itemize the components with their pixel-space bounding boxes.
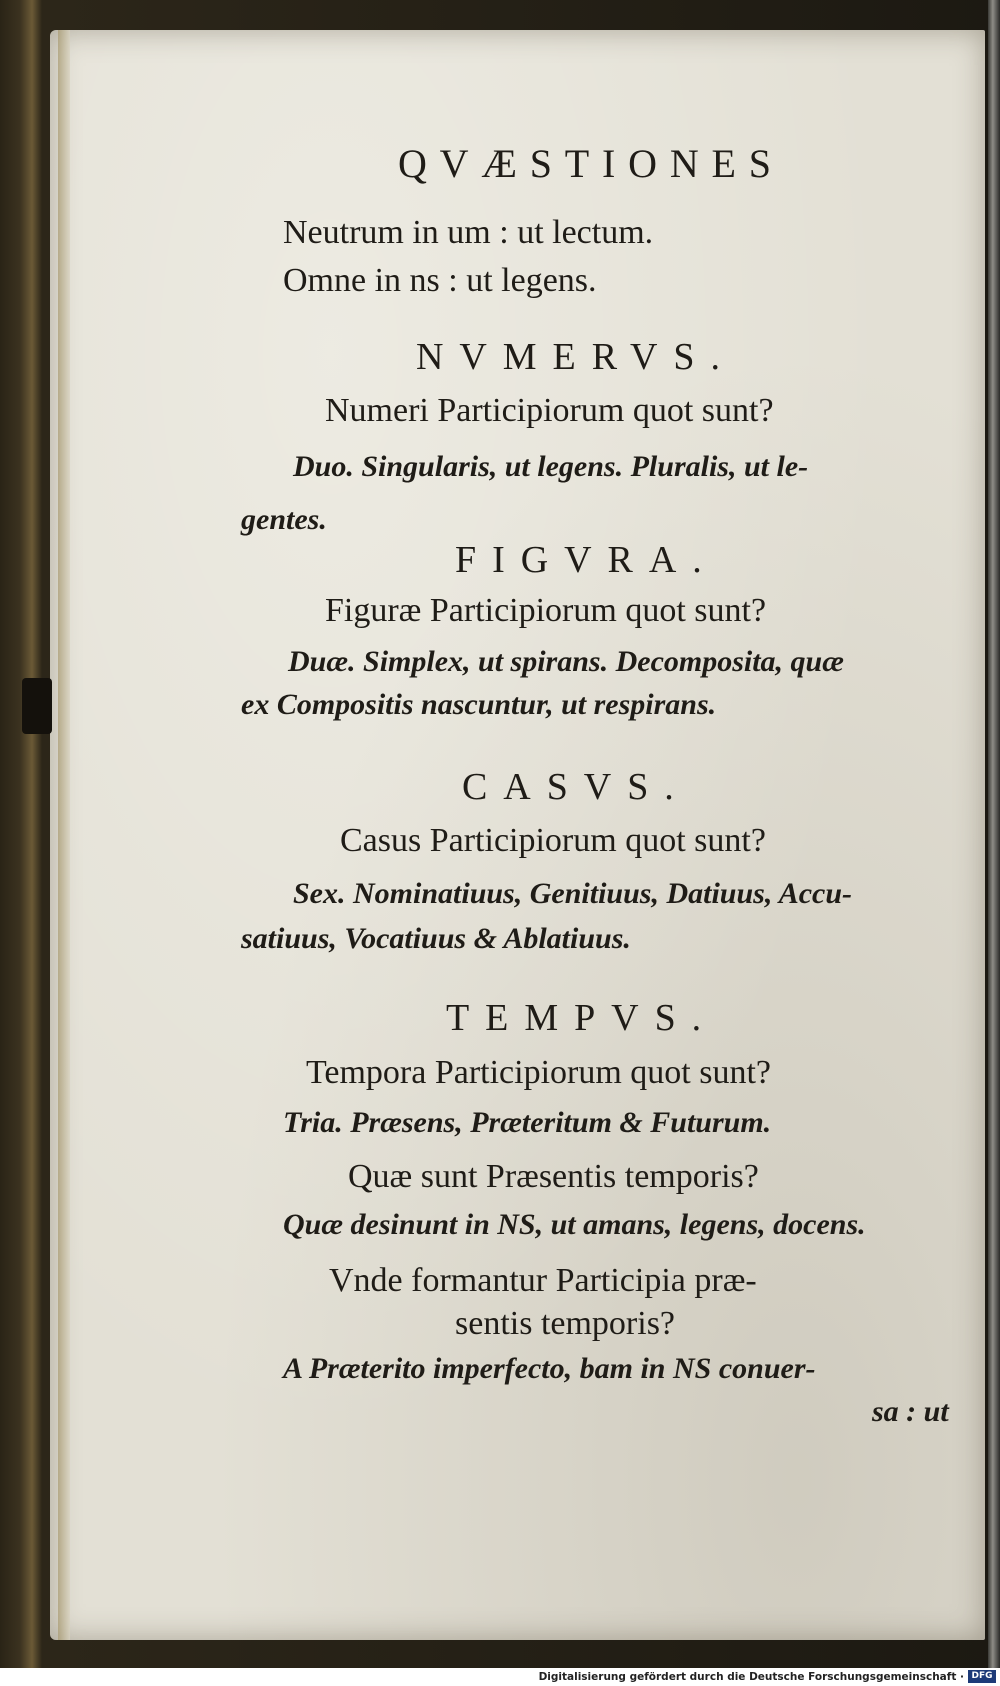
dfg-logo: DFG xyxy=(968,1670,996,1683)
answer-casus-line-1: Sex. Nominatiuus, Genitiuus, Datiuus, Accu- xyxy=(293,877,853,910)
section-heading-figura: FIGVRA. xyxy=(455,539,718,581)
answer-tempus-line-1: Tria. Præsens, Præteritum & Futurum. xyxy=(283,1106,772,1139)
page-edge xyxy=(988,0,1000,1668)
answer-casus-line-2: satiuus, Vocatiuus & Ablatiuus. xyxy=(241,922,631,955)
question-casus: Casus Participiorum quot sunt? xyxy=(340,822,766,859)
intro-line-2: Omne in ns : ut legens. xyxy=(283,262,597,299)
question-numerus: Numeri Participiorum quot sunt? xyxy=(325,392,774,429)
section-heading-casus: CASVS. xyxy=(462,766,690,808)
answer-numerus-line-2: gentes. xyxy=(241,503,327,536)
page-gutter xyxy=(58,30,70,1640)
question-figura: Figuræ Participiorum quot sunt? xyxy=(325,592,767,629)
footer-credit: Digitalisierung gefördert durch die Deutsche Forschungsgemeinschaft · xyxy=(538,1671,964,1683)
answer-figura-line-2: ex Compositis nascuntur, ut respirans. xyxy=(241,688,717,721)
answer-unde-line-2: sa : ut xyxy=(872,1395,949,1428)
section-heading-tempus: TEMPVS. xyxy=(446,997,718,1039)
question-tempus: Tempora Participiorum quot sunt? xyxy=(306,1054,772,1091)
binding-clasp xyxy=(22,678,52,734)
answer-figura-line-1: Duæ. Simplex, ut spirans. Decomposita, quæ xyxy=(288,645,844,678)
question-praesentis: Quæ sunt Præsentis temporis? xyxy=(348,1158,759,1195)
question-unde-line-2: sentis temporis? xyxy=(455,1305,676,1342)
running-header: QVÆSTIONES xyxy=(398,141,784,186)
section-heading-numerus: NVMERVS. xyxy=(416,336,736,378)
intro-line-1: Neutrum in um : ut lectum. xyxy=(283,214,654,251)
answer-numerus-line-1: Duo. Singularis, ut legens. Pluralis, ut le- xyxy=(293,450,809,483)
answer-praesentis: Quæ desinunt in NS, ut amans, legens, docens. xyxy=(283,1208,866,1241)
question-unde-line-1: Vnde formantur Participia præ- xyxy=(329,1262,757,1299)
answer-unde-line-1: A Præterito imperfecto, bam in NS conuer- xyxy=(283,1352,816,1385)
